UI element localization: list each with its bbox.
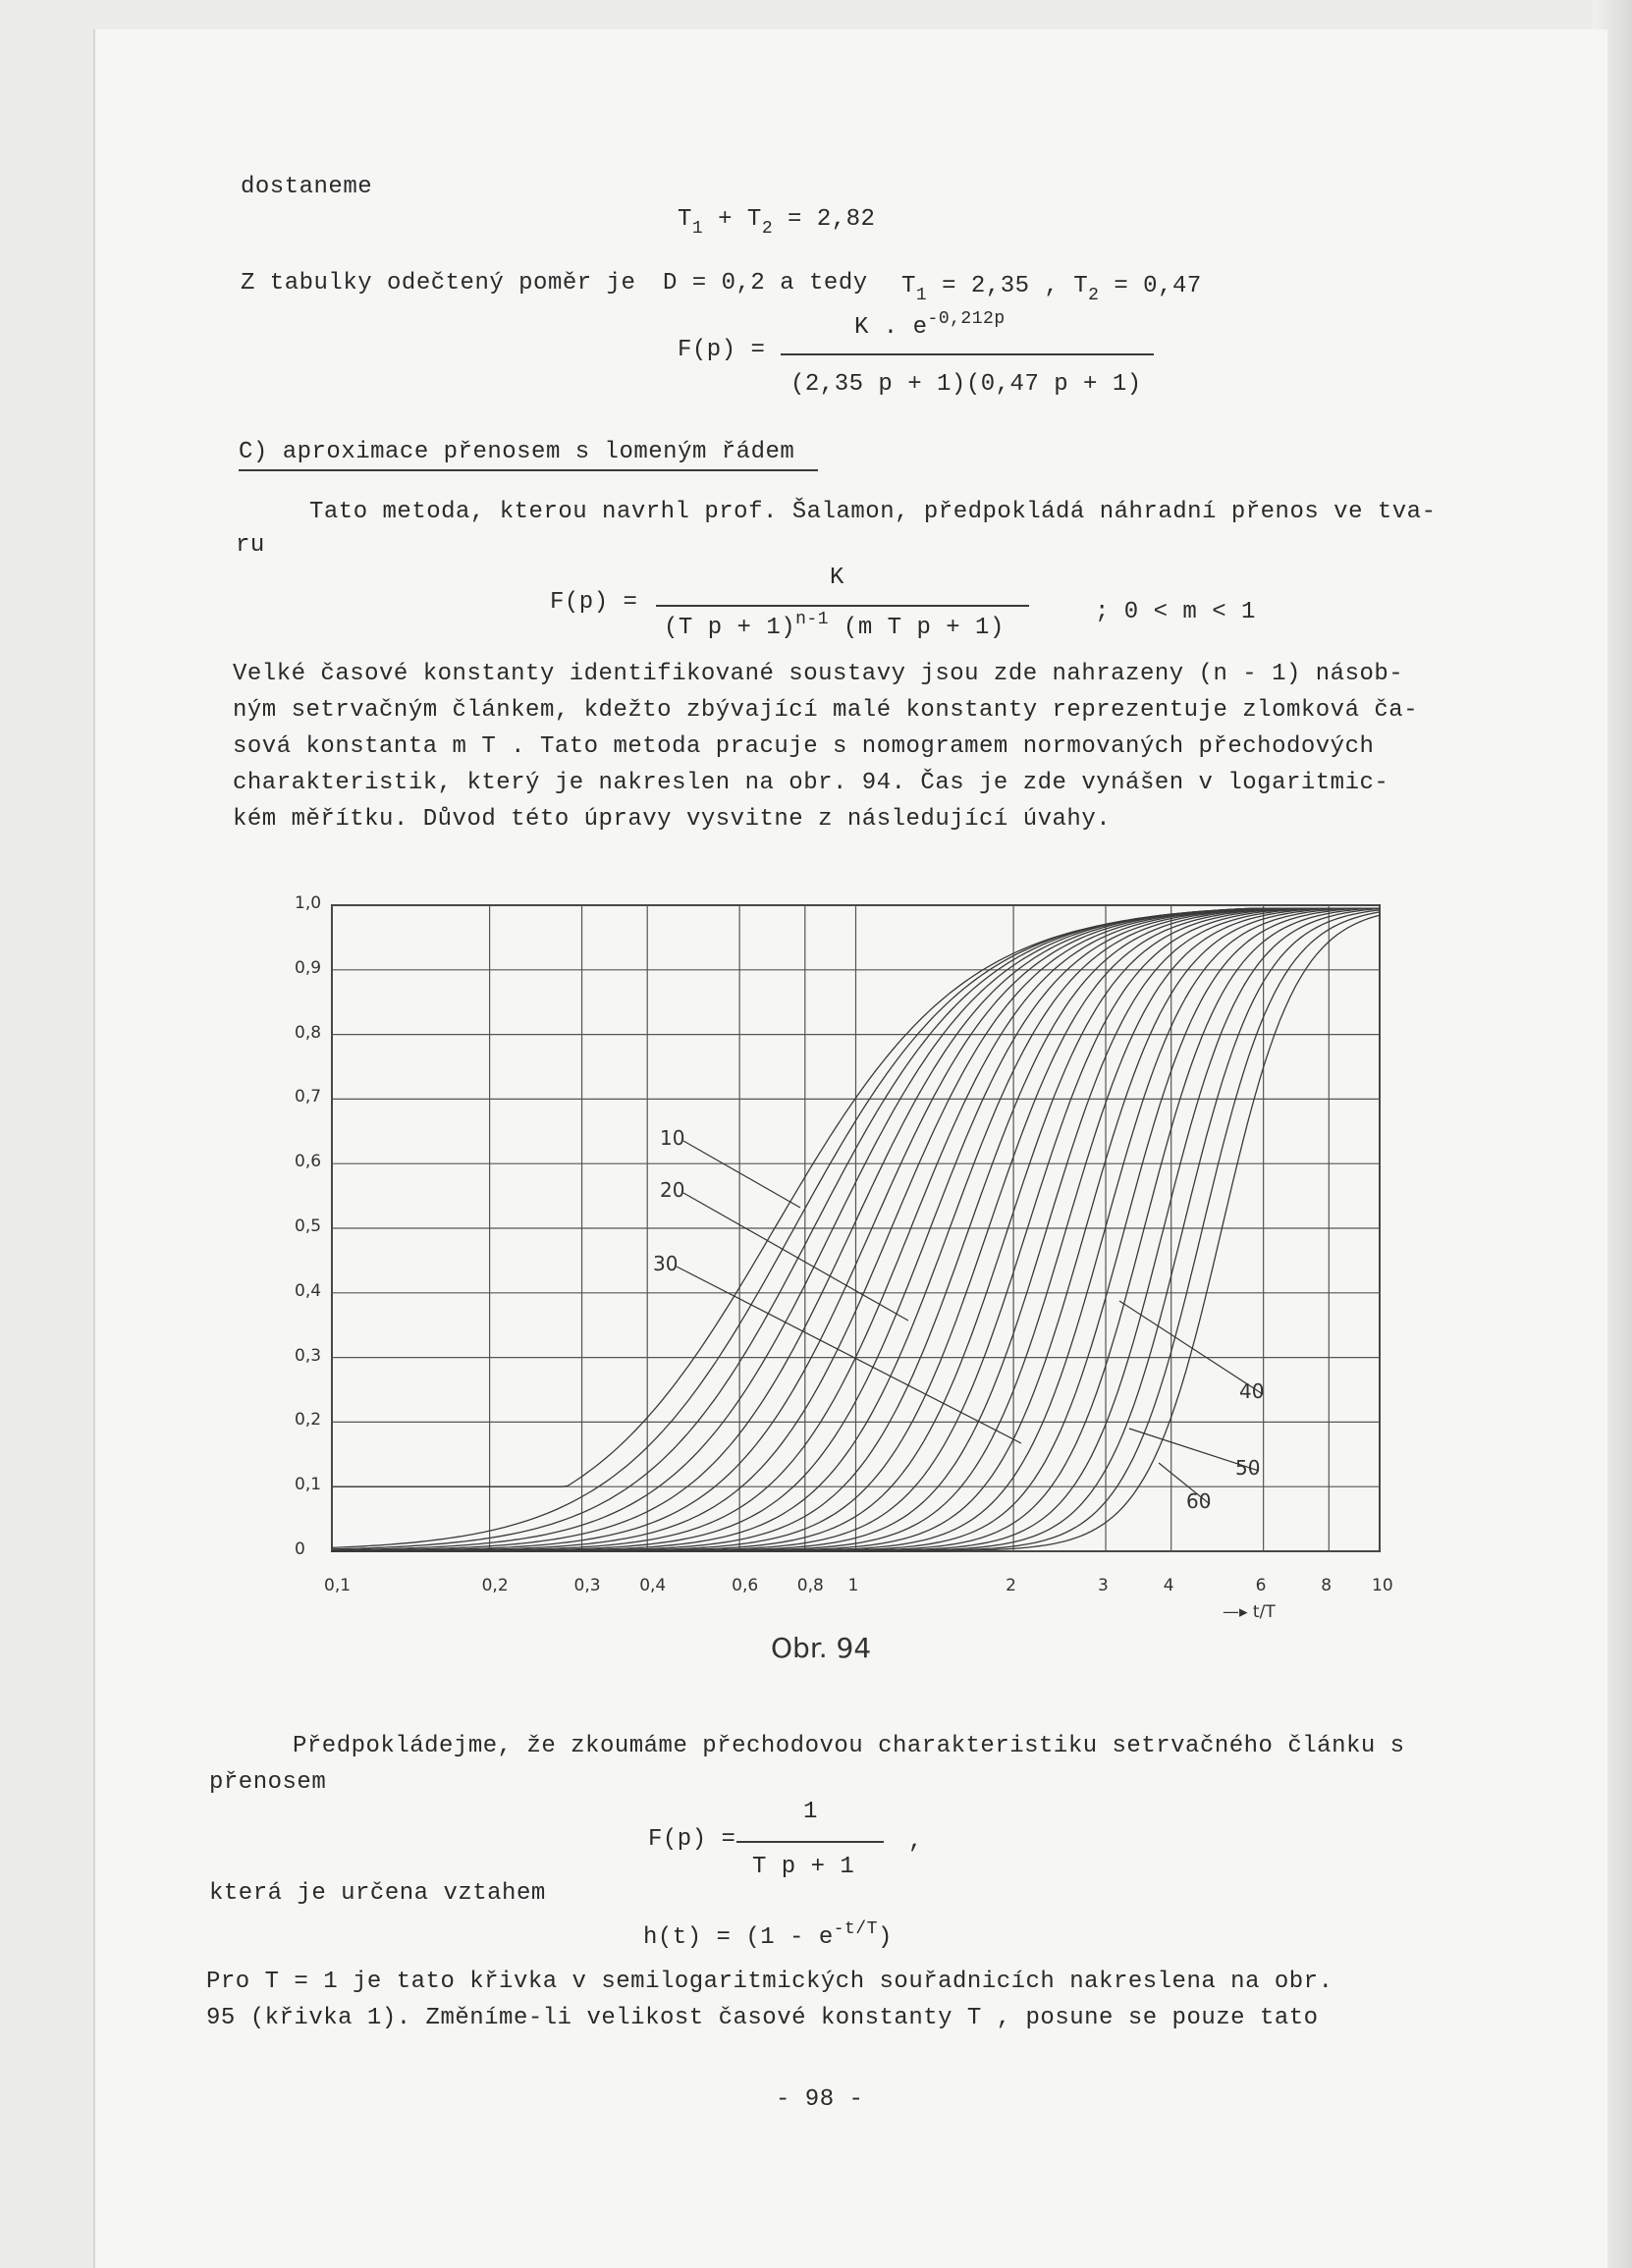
x-tick-label: 3: [1098, 1576, 1109, 1595]
paragraph-2-line: kém měřítku. Důvod této úpravy vysvitne z následující úvahy.: [233, 806, 1112, 833]
fp2-denominator: (T p + 1)$^{n-1}$ (m T p + 1): [664, 610, 1005, 641]
y-tick-label: 0,8: [295, 1022, 322, 1043]
paragraph-2-line: charakteristik, který je nakreslen na obr. 94. Čas je zde vynášen v logaritmic-: [233, 770, 1389, 796]
annotation-label: 10: [660, 1126, 685, 1150]
fp3-fraction-line: [736, 1841, 884, 1843]
annotation-label: 50: [1235, 1456, 1261, 1480]
x-tick-label: 10: [1372, 1576, 1393, 1595]
annotation-label: 40: [1239, 1379, 1265, 1403]
x-tick-label: 0,6: [732, 1576, 759, 1595]
fp1-lhs: F(p) =: [678, 337, 766, 363]
y-tick-label: 0,2: [295, 1410, 322, 1431]
text-ratio-d: D = 0,2 a tedy: [663, 270, 868, 297]
x-tick-label: 0,2: [481, 1576, 509, 1595]
paragraph-2-line: Velké časové konstanty identifikované soustavy jsou zde nahrazeny (n - 1) násob-: [233, 661, 1404, 687]
text-ratio: Z tabulky odečtený poměr je: [241, 270, 636, 297]
paragraph-2-line: ným setrvačným článkem, kdežto zbývající malé konstanty reprezentuje zlomková ča-: [233, 697, 1419, 724]
fp2-condition: ; 0 < m < 1: [1095, 599, 1256, 625]
paragraph-3-line-1: Předpokládejme, že zkoumáme přechodovou charakteristiku setrvačného článku s: [293, 1733, 1405, 1759]
fp1-numerator: K . $e^{-0,212p}$: [854, 309, 1006, 341]
fp3-lhs: F(p) =: [648, 1826, 736, 1853]
y-tick-label: 0,3: [295, 1345, 322, 1366]
figure-caption: Obr. 94: [771, 1632, 872, 1664]
equation-ht: $h(t) = (1 - e^{-t/T})$: [643, 1919, 893, 1951]
x-axis-label: —▸ t/T: [1223, 1602, 1276, 1622]
y-tick-label: 0,4: [295, 1280, 322, 1301]
fp2-lhs: F(p) =: [550, 589, 638, 616]
fp3-numerator: 1: [803, 1799, 818, 1825]
fp2-numerator: K: [830, 565, 844, 591]
x-tick-label: 8: [1321, 1576, 1333, 1595]
paragraph-5-line: 95 (křivka 1). Změníme-li velikost časové konstanty T , posune se pouze tato: [206, 2005, 1319, 2031]
x-tick-label: 0,4: [639, 1576, 667, 1595]
y-tick-label: 0,6: [295, 1152, 322, 1172]
x-tick-label: 4: [1163, 1576, 1174, 1595]
paragraph-3-line-2: přenosem: [209, 1769, 327, 1796]
fp1-denominator: (2,35 p + 1)(0,47 p + 1): [790, 371, 1142, 398]
annotation-label: 30: [653, 1252, 679, 1275]
fp3-comma: ,: [908, 1828, 923, 1855]
y-tick-label: 0,1: [295, 1475, 322, 1495]
y-tick-label: 0,9: [295, 957, 322, 978]
x-tick-label: 0,1: [324, 1576, 352, 1595]
y-tick-label: 0,5: [295, 1216, 322, 1236]
fp3-denominator: T p + 1: [752, 1854, 855, 1880]
text-dostaneme: dostaneme: [241, 174, 373, 200]
y-tick-label: 0,7: [295, 1087, 322, 1107]
equation-t1-t2: $T_1 + T_2 = 2,82$: [678, 206, 876, 239]
paragraph-5-line: Pro T = 1 je tato křivka v semilogaritmických souřadnicích nakreslena na obr.: [206, 1969, 1333, 1995]
annotation-label: 20: [660, 1178, 685, 1202]
y-tick-label: 1,0: [295, 893, 322, 913]
page-number: - 98 -: [776, 2086, 864, 2113]
paragraph-1-line-1: Tato metoda, kterou navrhl prof. Šalamon, předpokládá náhradní přenos ve tva-: [309, 499, 1437, 525]
paragraph-1-line-2: ru: [236, 532, 265, 559]
section-heading: C) aproximace přenosem s lomeným řádem: [239, 439, 795, 465]
equation-t-values: $T_1 = 2,35$ , $T_2 = 0,47$: [901, 273, 1202, 305]
x-tick-label: 2: [1006, 1576, 1016, 1595]
y-tick-label: 0: [295, 1539, 305, 1559]
x-tick-label: 0,8: [796, 1576, 824, 1595]
annotation-leader: [683, 1141, 800, 1208]
x-tick-label: 6: [1255, 1576, 1267, 1595]
x-tick-label: 1: [847, 1576, 859, 1595]
paragraph-2-line: sová konstanta m T . Tato metoda pracuje s nomogramem normovaných přechodových: [233, 733, 1375, 760]
x-tick-label: 0,3: [573, 1576, 601, 1595]
annotation-label: 60: [1186, 1489, 1212, 1513]
paragraph-4: která je určena vztahem: [209, 1880, 546, 1907]
